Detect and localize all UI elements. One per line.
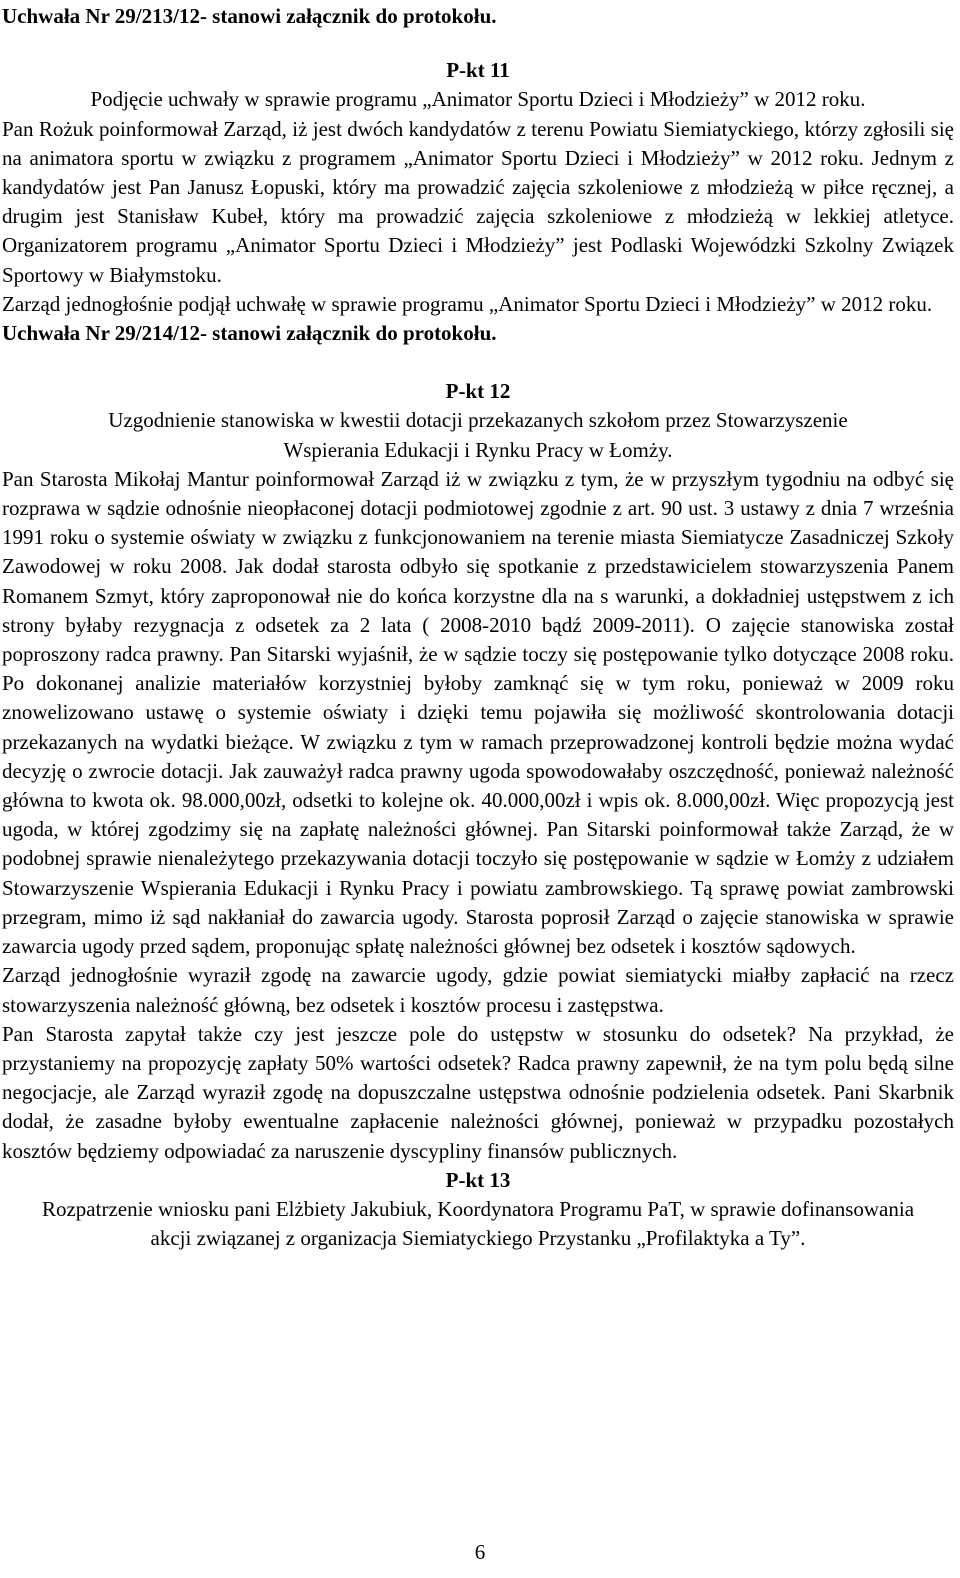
section-13-subject: Rozpatrzenie wniosku pani Elżbiety Jakubiuk, Koordynatora Programu PaT, w sprawie dofinansowania akcji związanej z organizacja Siemiatyckiego Przystanku „Profilaktyka a Ty”. bbox=[41, 1196, 915, 1251]
resolution-213: Uchwała Nr 29/213/12- stanowi załącznik do protokołu. bbox=[2, 4, 497, 28]
section-12-subject-line-2: Wspierania Edukacji i Rynku Pracy w Łomży. bbox=[283, 437, 673, 462]
section-12-paragraph-3: Pan Starosta zapytał także czy jest jeszcze pole do ustępstw w stosunku do odsetek? Na przykład, że przystaniemy na propozycję zapłaty 50% wartości odsetek? Radca prawny zapewnił, że na tym polu będą silne negocjacje, ale Zarząd wyraził zgodę na dopuszczalne ustępstwa odnośnie podzielenia odsetek. Pani Skarbnik dodał, że zasadne byłoby ewentualne zapłacenie należności głównej, ponieważ w przypadku pozostałych kosztów będziemy odpowiadać za naruszenie dyscypliny finansów publicznych. bbox=[2, 1021, 954, 1163]
section-11-paragraph-1: Pan Rożuk poinformował Zarząd, iż jest dwóch kandydatów z terenu Powiatu Siemiatyckiego, którzy zgłosili się na animatora sportu w związku z programem „Animator Sportu Dzieci i Młodzieży” w 2012 roku. Jednym z kandydatów jest Pan Janusz Łopuski, który ma prowadzić zajęcia szkoleniowe z młodzieżą w piłce ręcznej, a drugim jest Stanisław Kubeł, który ma prowadzić zajęcia szkoleniowe z młodzieżą w lekkiej atletyce. Organizatorem programu „Animator Sportu Dzieci i Młodzieży” jest Podlaski Wojewódzki Szkolny Związek Sportowy w Białymstoku. bbox=[2, 116, 954, 287]
spacer bbox=[2, 348, 954, 377]
section-11-paragraph-2: Zarząd jednogłośnie podjął uchwałę w sprawie programu „Animator Sportu Dzieci i Młodzieży” w 2012 roku. bbox=[2, 291, 933, 316]
spacer bbox=[2, 31, 954, 56]
page-number: 6 bbox=[474, 1540, 486, 1564]
section-11-subject: Podjęcie uchwały w sprawie programu „Animator Sportu Dzieci i Młodzieży” w 2012 roku. bbox=[90, 87, 866, 112]
section-11-heading: P-kt 11 bbox=[446, 58, 510, 83]
section-13-heading: P-kt 13 bbox=[445, 1167, 511, 1192]
section-12-paragraph-2: Zarząd jednogłośnie wyraził zgodę na zawarcie ugody, gdzie powiat siemiatycki miałby zapłacić na rzecz stowarzyszenia należność główną, bez odsetek i kosztów procesu i zastępstwa. bbox=[2, 963, 954, 1017]
section-12-heading: P-kt 12 bbox=[445, 379, 511, 404]
section-12-paragraph-1: Pan Starosta Mikołaj Mantur poinformował Zarząd iż w związku z tym, że w przyszłym tygodniu na odbyć się rozprawa w sądzie odnośnie nieopłaconej dotacji podmiotowej zgodnie z art. 90 ust. 3 ustawy z dnia 7 września 1991 roku o systemie oświaty w związku z funkcjonowaniem na terenie miasta Siemiatycze Zasadniczej Szkoły Zawodowej w roku 2008. Jak dodał starosta odbyło się spotkanie z przedstawicielem stowarzyszenia Panem Romanem Szmyt, który zaproponował nie do końca korzystne dla na s warunki, a dokładniej ustępstwem z ich strony byłaby rezygnacja z odsetek za 2 lata ( 2008-2010 bądź 2009-2011). O zajęcie stanowiska został poproszony radca prawny. Pan Sitarski wyjaśnił, że w sądzie toczy się postępowanie tylko dotyczące 2008 roku. Po dokonanej analizie materiałów korzystniej byłoby zamknąć się w tym roku, ponieważ w 2009 roku znowelizowano ustawę o systemie oświaty i dzięki temu pojawiła się możliwość skontrolowania dotacji przekazanych na wydatki bieżące. W związku z tym w ramach przeprowadzonej kontroli będzie można wydać decyzję o zwrocie dotacji. Jak zauważył radca prawny ugoda spowodowałaby oszczędność, ponieważ należność główna to kwota ok. 98.000,00zł, odsetki to kolejne ok. 40.000,00zł i wpis ok. 8.000,00zł. Więc propozycją jest ugoda, w której zgodzimy się na zapłatę należności głównej. Pan Sitarski poinformował także Zarząd, że w podobnej sprawie nienależytego przekazywania dotacji toczyło się postępowanie w sądzie w Łomży z udziałem Stowarzyszenie Wspierania Edukacji i Rynku Pracy i powiatu zambrowskiego. Tą sprawę powiat zambrowski przegram, mimo iż sąd nakłaniał do zawarcia ugody. Starosta poprosił Zarząd o zajęcie stanowiska w sprawie zawarcia ugody przed sądem, proponując spłatę należności głównej bez odsetek i kosztów sądowych. bbox=[2, 466, 954, 959]
resolution-214: Uchwała Nr 29/214/12- stanowi załącznik do protokołu. bbox=[2, 321, 497, 346]
section-12-subject-line-1: Uzgodnienie stanowiska w kwestii dotacji przekazanych szkołom przez Stowarzyszenie bbox=[108, 408, 848, 433]
